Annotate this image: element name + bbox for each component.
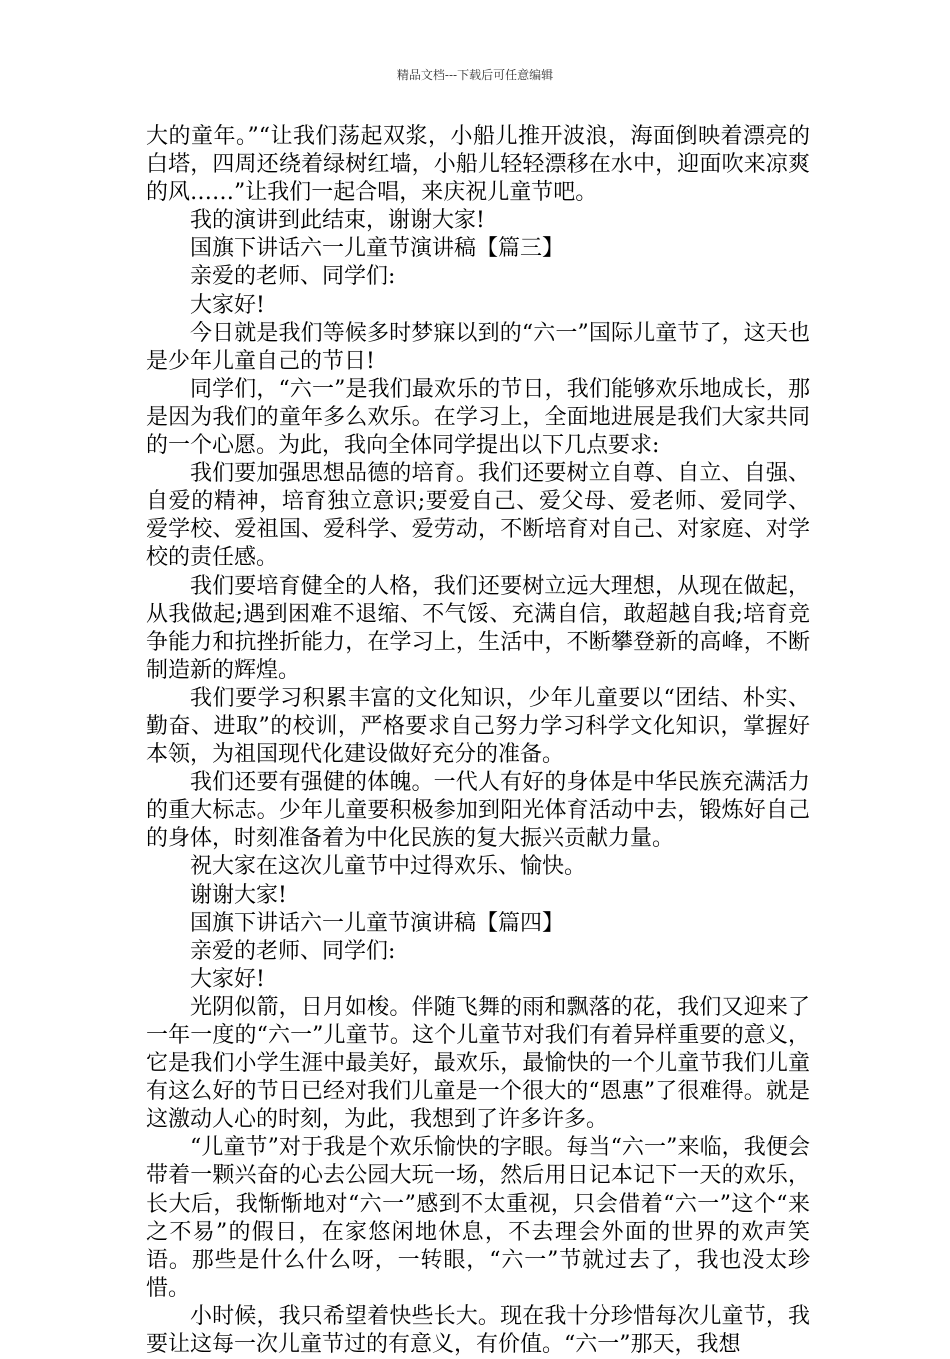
paragraph: 我们还要有强健的体魄。一代人有好的身体是中华民族充满活力的重大标志。少年儿童要积极参加到阳光体育活动中去，锻炼好自己的身体，时刻准备着为中化民族的复大振兴贡献力量。 [146, 770, 810, 852]
paragraph: 今日就是我们等候多时梦寐以到的“六一”国际儿童节了，这天也是少年儿童自己的节日! [146, 320, 810, 374]
paragraph: 大的童年。”“让我们荡起双浆，小船儿推开波浪，海面倒映着漂亮的白塔，四周还绕着绿树红墙，小船儿轻轻漂移在水中，迎面吹来凉爽的风……”让我们一起合唱，来庆祝儿童节吧。 [146, 124, 810, 206]
paragraph: 大家好! [190, 292, 265, 318]
paragraph: 大家好! [190, 966, 265, 992]
paragraph: 国旗下讲话六一儿童节演讲稿【篇三】 [190, 236, 565, 262]
paragraph: 祝大家在这次儿童节中过得欢乐、愉快。 [190, 854, 587, 880]
paragraph: 我们要加强思想品德的培育。我们还要树立自尊、自立、自强、自爱的精神，培育独立意识;要爱自己、爱父母、爱老师、爱同学、爱学校、爱祖国、爱科学、爱劳动，不断培育对自己、对家庭、对学校的责任感。 [146, 461, 810, 571]
paragraph: 同学们，“六一”是我们最欢乐的节日，我们能够欢乐地成长，那是因为我们的童年多么欢乐。在学习上，全面地进展是我们大家共同的一个心愿。为此，我向全体同学提出以下几点要求: [146, 376, 810, 459]
page-header: 精品文档---下载后可任意编辑 [396, 68, 554, 82]
paragraph: 我的演讲到此结束，谢谢大家! [190, 208, 485, 234]
paragraph: 光阴似箭，日月如梭。伴随飞舞的雨和飘落的花，我们又迎来了一年一度的“六一”儿童节。这个儿童节对我们有着异样重要的意义，它是我们小学生涯中最美好，最欢乐，最愉快的一个儿童节我们儿童有这么好的节日已经对我们儿童是一个很大的“恩惠”了很难得。就是这激动人心的时刻，为此，我想到了许多许多。 [146, 994, 810, 1133]
paragraph: 亲爱的老师、同学们: [190, 264, 396, 290]
paragraph: 亲爱的老师、同学们: [190, 938, 396, 964]
paragraph: 小时候，我只希望着快些长大。现在我十分珍惜每次儿童节，我要让这每一次儿童节过的有意义，有价值。“六一”那天，我想 [146, 1303, 810, 1358]
document-body [146, 123, 810, 1359]
paragraph: “儿童节”对于我是个欢乐愉快的字眼。每当“六一”来临，我便会带着一颗兴奋的心去公园大玩一场，然后用日记本记下一天的欢乐，长大后，我惭惭地对“六一”感到不太重视，只会借着“六一”这个“来之不易”的假日，在家悠闲地休息，不去理会外面的世界的欢声笑语。那些是什么什么呀，一转眼，“六一”节就过去了，我也没太珍惜。 [146, 1135, 810, 1301]
paragraph: 我们要学习积累丰富的文化知识，少年儿童要以“团结、朴实、勤奋、进取”的校训，严格要求自己努力学习科学文化知识，掌握好本领，为祖国现代化建设做好充分的准备。 [146, 685, 810, 768]
paragraph: 谢谢大家! [190, 882, 287, 908]
paragraph: 国旗下讲话六一儿童节演讲稿【篇四】 [190, 910, 565, 936]
paragraph: 我们要培育健全的人格，我们还要树立远大理想，从现在做起，从我做起;遇到困难不退缩、不气馁、充满自信，敢超越自我;培育竞争能力和抗挫折能力，在学习上，生活中，不断攀登新的高峰，不断制造新的辉煌。 [146, 573, 810, 683]
